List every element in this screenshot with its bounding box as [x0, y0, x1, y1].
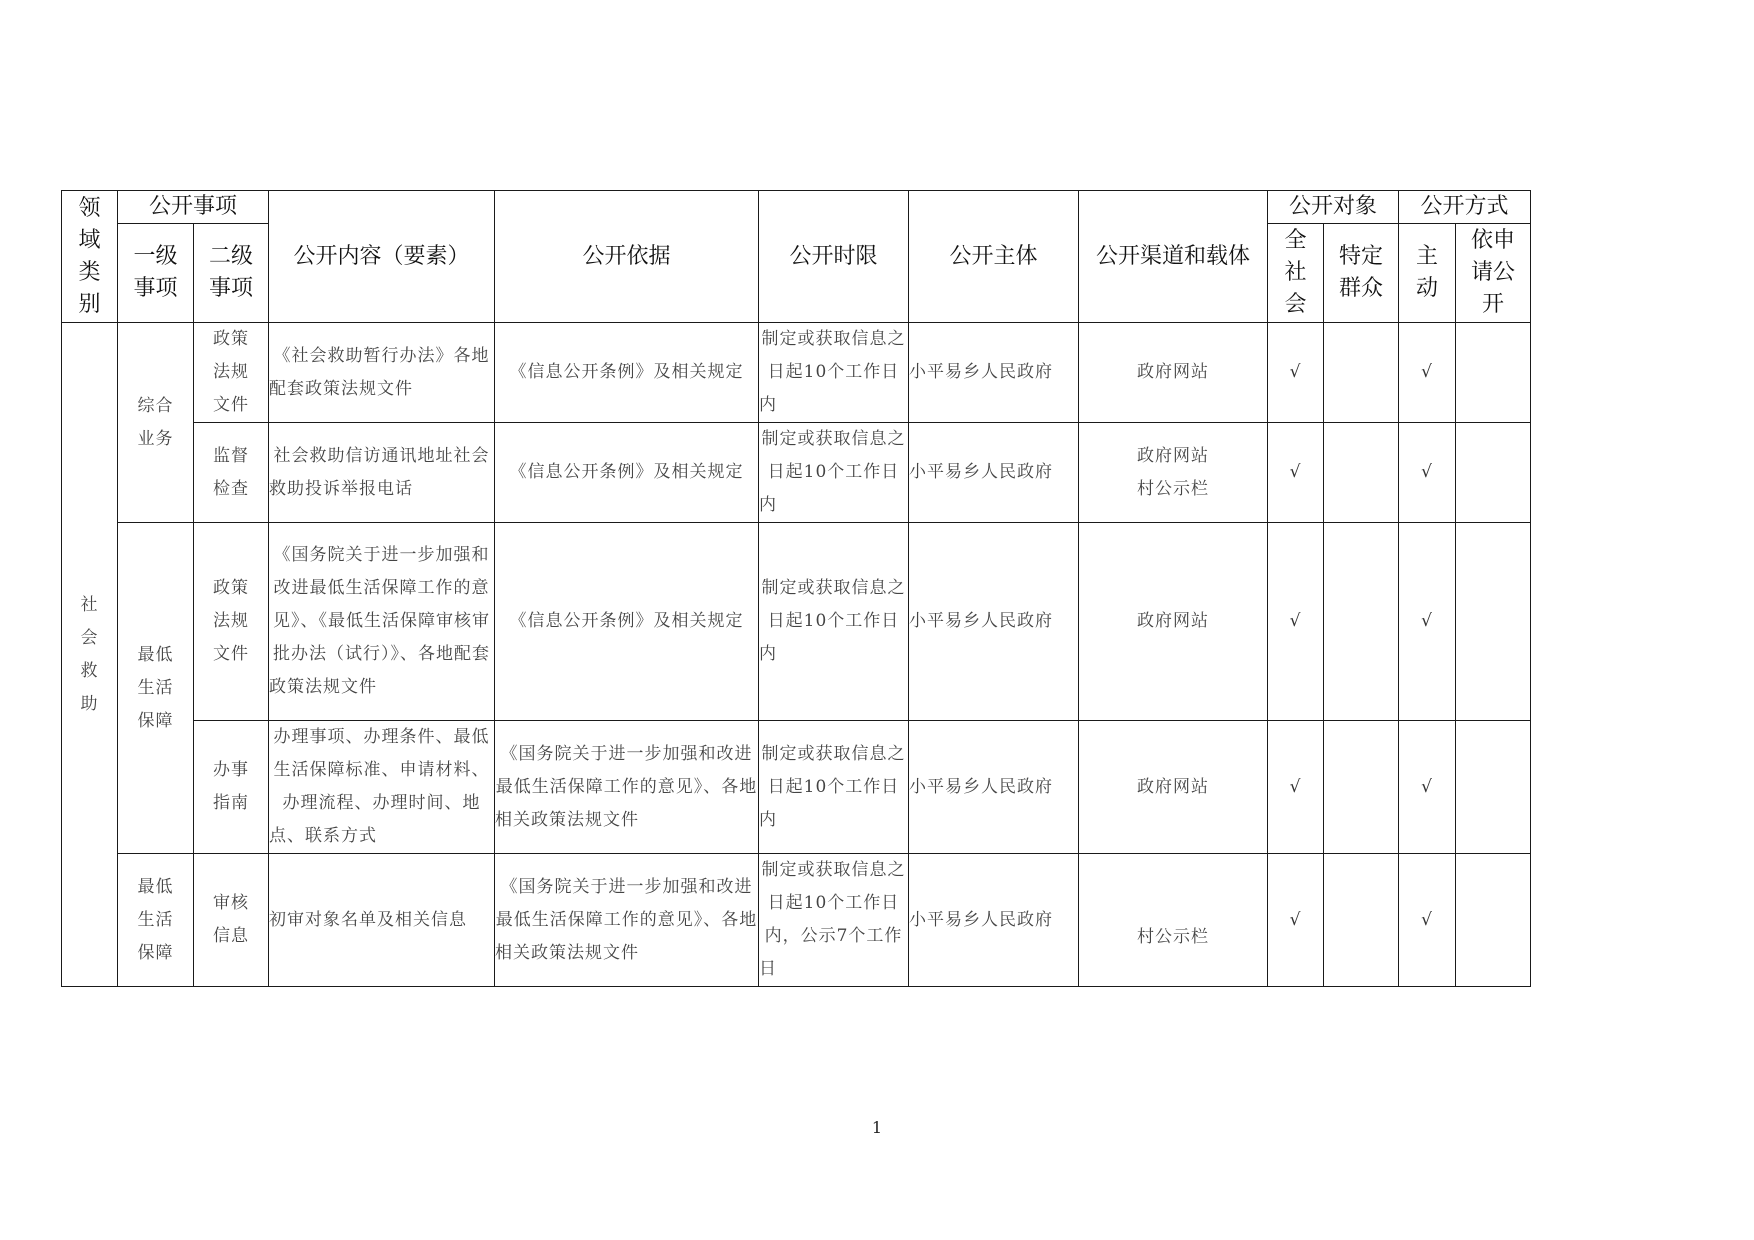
whole-society-mark: √ [1268, 323, 1324, 423]
header-level2: 二级事项 [194, 224, 269, 323]
basis-cell: 《信息公开条例》及相关规定 [495, 323, 759, 423]
table-row [62, 523, 1531, 721]
whole-society-mark: √ [1268, 523, 1324, 721]
time-limit-cell: 制定或获取信息之日起10个工作日内，公示7个工作日 [759, 854, 909, 987]
content-cell: 《社会救助暂行办法》各地配套政策法规文件 [269, 323, 495, 423]
basis-cell: 《国务院关于进一步加强和改进最低生活保障工作的意见》、各地相关政策法规文件 [495, 854, 759, 987]
channel-cell: 村公示栏 [1079, 854, 1268, 987]
header-specific-group: 特定群众 [1324, 224, 1399, 323]
group-cell: 最低生活保障 [118, 854, 194, 987]
channel-cell: 政府网站 [1079, 721, 1268, 854]
on-request-mark [1456, 523, 1531, 721]
specific-group-mark [1324, 854, 1399, 987]
subject-cell: 小平易乡人民政府 [909, 721, 1079, 854]
active-mark: √ [1399, 854, 1456, 987]
content-cell: 《国务院关于进一步加强和改进最低生活保障工作的意见》、《最低生活保障审核审批办法（试行）》、各地配套政策法规文件 [269, 523, 495, 721]
level2-cell: 政策法规文件 [194, 323, 269, 423]
active-mark: √ [1399, 323, 1456, 423]
whole-society-mark: √ [1268, 721, 1324, 854]
header-channel: 公开渠道和载体 [1079, 191, 1268, 323]
basis-cell: 《信息公开条例》及相关规定 [495, 423, 759, 523]
subject-cell: 小平易乡人民政府 [909, 854, 1079, 987]
specific-group-mark [1324, 323, 1399, 423]
time-limit-cell: 制定或获取信息之日起10个工作日内 [759, 523, 909, 721]
content-cell: 办理事项、办理条件、最低生活保障标准、申请材料、办理流程、办理时间、地点、联系方式 [269, 721, 495, 854]
basis-cell: 《国务院关于进一步加强和改进最低生活保障工作的意见》、各地相关政策法规文件 [495, 721, 759, 854]
channel-cell: 政府网站 [1079, 523, 1268, 721]
specific-group-mark [1324, 423, 1399, 523]
on-request-mark [1456, 854, 1531, 987]
header-public-items: 公开事项 [118, 191, 269, 224]
on-request-mark [1456, 423, 1531, 523]
domain-cell: 社会救助 [62, 323, 118, 987]
header-level1: 一级事项 [118, 224, 194, 323]
header-active: 主动 [1399, 224, 1456, 323]
time-limit-cell: 制定或获取信息之日起10个工作日内 [759, 323, 909, 423]
header-domain-category: 领域类别 [62, 191, 118, 323]
channel-cell: 政府网站 [1079, 323, 1268, 423]
table-row [62, 721, 1531, 854]
subject-cell: 小平易乡人民政府 [909, 523, 1079, 721]
header-subject: 公开主体 [909, 191, 1079, 323]
time-limit-cell: 制定或获取信息之日起10个工作日内 [759, 721, 909, 854]
disclosure-table [61, 190, 1531, 987]
header-on-request: 依申请公开 [1456, 224, 1531, 323]
table-row [62, 323, 1531, 423]
content-cell: 社会救助信访通讯地址社会救助投诉举报电话 [269, 423, 495, 523]
group-cell: 最低生活保障 [118, 523, 194, 854]
subject-cell: 小平易乡人民政府 [909, 423, 1079, 523]
group-cell: 综合业务 [118, 323, 194, 523]
active-mark: √ [1399, 423, 1456, 523]
level2-cell: 监督检查 [194, 423, 269, 523]
basis-cell: 《信息公开条例》及相关规定 [495, 523, 759, 721]
on-request-mark [1456, 721, 1531, 854]
whole-society-mark: √ [1268, 423, 1324, 523]
content-cell: 初审对象名单及相关信息 [269, 854, 495, 987]
page-number: 1 [871, 1118, 883, 1137]
level2-cell: 政策法规文件 [194, 523, 269, 721]
table-row [62, 423, 1531, 523]
level2-cell: 办事指南 [194, 721, 269, 854]
header-whole-society: 全社会 [1268, 224, 1324, 323]
on-request-mark [1456, 323, 1531, 423]
header-basis: 公开依据 [495, 191, 759, 323]
header-content: 公开内容（要素） [269, 191, 495, 323]
header-target: 公开对象 [1268, 191, 1399, 224]
specific-group-mark [1324, 523, 1399, 721]
table-row [62, 854, 1531, 987]
header-time-limit: 公开时限 [759, 191, 909, 323]
active-mark: √ [1399, 523, 1456, 721]
header-method: 公开方式 [1399, 191, 1531, 224]
subject-cell: 小平易乡人民政府 [909, 323, 1079, 423]
time-limit-cell: 制定或获取信息之日起10个工作日内 [759, 423, 909, 523]
specific-group-mark [1324, 721, 1399, 854]
level2-cell: 审核信息 [194, 854, 269, 987]
active-mark: √ [1399, 721, 1456, 854]
whole-society-mark: √ [1268, 854, 1324, 987]
channel-cell: 政府网站村公示栏 [1079, 423, 1268, 523]
